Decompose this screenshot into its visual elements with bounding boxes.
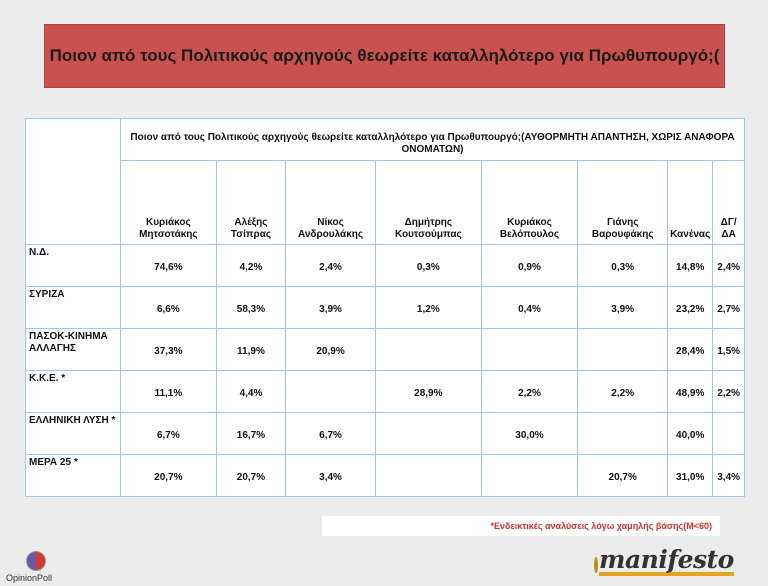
table-cell: 0,3% — [375, 245, 481, 287]
party-label: ΠΑΣΟΚ-ΚΙΝΗΜΑ ΑΛΛΑΓΗΣ — [26, 329, 121, 371]
manifesto-logo — [594, 545, 734, 578]
table-row — [26, 287, 745, 329]
table-cell — [286, 371, 376, 413]
table-cell: 28,9% — [375, 371, 481, 413]
table-cell: 3,4% — [713, 455, 745, 497]
table-cell: 6,7% — [121, 413, 217, 455]
manifesto-ball-icon — [594, 557, 598, 573]
table-cell — [375, 329, 481, 371]
column-header: ΔΓ/ΔΑ — [713, 161, 745, 245]
table-cell: 37,3% — [121, 329, 217, 371]
table-cell: 2,7% — [713, 287, 745, 329]
table-cell: 20,9% — [286, 329, 376, 371]
table-cell: 48,9% — [668, 371, 713, 413]
column-header: Αλέξης Τσίπρας — [216, 161, 285, 245]
table-cell — [713, 413, 745, 455]
note-text: *Ενδεικτικές αναλύσεις λόγω χαμηλής βάσης(Μ<60) — [490, 521, 712, 531]
table-cell: 3,9% — [286, 287, 376, 329]
column-header: Κυριάκος Μητσοτάκης — [121, 161, 217, 245]
table-cell: 23,2% — [668, 287, 713, 329]
table-cell: 4,4% — [216, 371, 285, 413]
table-cell: 31,0% — [668, 455, 713, 497]
opinion-poll-logo — [6, 551, 66, 586]
column-header: Κυριάκος Βελόπουλος — [481, 161, 578, 245]
table-row — [26, 371, 745, 413]
column-header-row — [26, 161, 745, 245]
table-cell — [375, 413, 481, 455]
table-cell — [481, 329, 578, 371]
table-cell — [375, 455, 481, 497]
table-cell: 2,4% — [286, 245, 376, 287]
table-cell — [578, 413, 668, 455]
table-cell: 2,4% — [713, 245, 745, 287]
table-cell: 16,7% — [216, 413, 285, 455]
results-table — [25, 118, 745, 497]
opinion-poll-circle-icon — [26, 551, 46, 571]
table-cell: 6,7% — [286, 413, 376, 455]
column-header: Νίκος Ανδρουλάκης — [286, 161, 376, 245]
table-cell: 40,0% — [668, 413, 713, 455]
table-cell: 20,7% — [121, 455, 217, 497]
table-cell: 0,3% — [578, 245, 668, 287]
table-cell: 11,1% — [121, 371, 217, 413]
table-cell: 4,2% — [216, 245, 285, 287]
table-cell: 6,6% — [121, 287, 217, 329]
table-cell: 20,7% — [216, 455, 285, 497]
question-header: Ποιον από τους Πολιτικούς αρχηγούς θεωρείτε καταλληλότερο για Πρωθυπουργό;(ΑΥΘΟΡΜΗΤΗ ΑΠΑΝΤΗΣΗ, ΧΩΡΙΣ ΑΝΑΦΟΡΑ ΟΝΟΜΑΤΩΝ) — [121, 119, 745, 161]
table-cell: 74,6% — [121, 245, 217, 287]
party-label: ΕΛΛΗΝΙΚΗ ΛΥΣΗ * — [26, 413, 121, 455]
page-title: Ποιον από τους Πολιτικούς αρχηγούς θεωρείτε καταλληλότερο για Πρωθυπουργό;( — [49, 46, 720, 65]
low-base-note — [322, 516, 720, 536]
table-cell: 2,2% — [481, 371, 578, 413]
opinion-poll-logo-text: OpinionPoll — [6, 573, 53, 583]
party-label: ΜΕΡΑ 25 * — [26, 455, 121, 497]
table-cell: 58,3% — [216, 287, 285, 329]
table-cell: 1,2% — [375, 287, 481, 329]
table-cell: 11,9% — [216, 329, 285, 371]
table-row — [26, 245, 745, 287]
table-row — [26, 329, 745, 371]
column-header: Γιάνης Βαρουφάκης — [578, 161, 668, 245]
column-header: Κανένας — [668, 161, 713, 245]
table-cell — [578, 329, 668, 371]
party-label: Ν.Δ. — [26, 245, 121, 287]
title-banner — [44, 24, 725, 88]
table-cell — [481, 455, 578, 497]
table-cell: 3,4% — [286, 455, 376, 497]
table-row — [26, 455, 745, 497]
table-cell: 28,4% — [668, 329, 713, 371]
table-cell: 30,0% — [481, 413, 578, 455]
party-label: Κ.Κ.Ε. * — [26, 371, 121, 413]
table-row — [26, 413, 745, 455]
table-cell: 2,2% — [578, 371, 668, 413]
table-cell: 1,5% — [713, 329, 745, 371]
question-row — [26, 119, 745, 161]
manifesto-logo-text: manifesto — [599, 545, 734, 574]
table-cell: 0,4% — [481, 287, 578, 329]
column-header: Δημήτρης Κουτσούμπας — [375, 161, 481, 245]
table-cell: 14,8% — [668, 245, 713, 287]
party-label: ΣΥΡΙΖΑ — [26, 287, 121, 329]
table-cell: 20,7% — [578, 455, 668, 497]
table-cell: 0,9% — [481, 245, 578, 287]
table-cell: 3,9% — [578, 287, 668, 329]
table-corner — [26, 119, 121, 245]
table-cell: 2,2% — [713, 371, 745, 413]
